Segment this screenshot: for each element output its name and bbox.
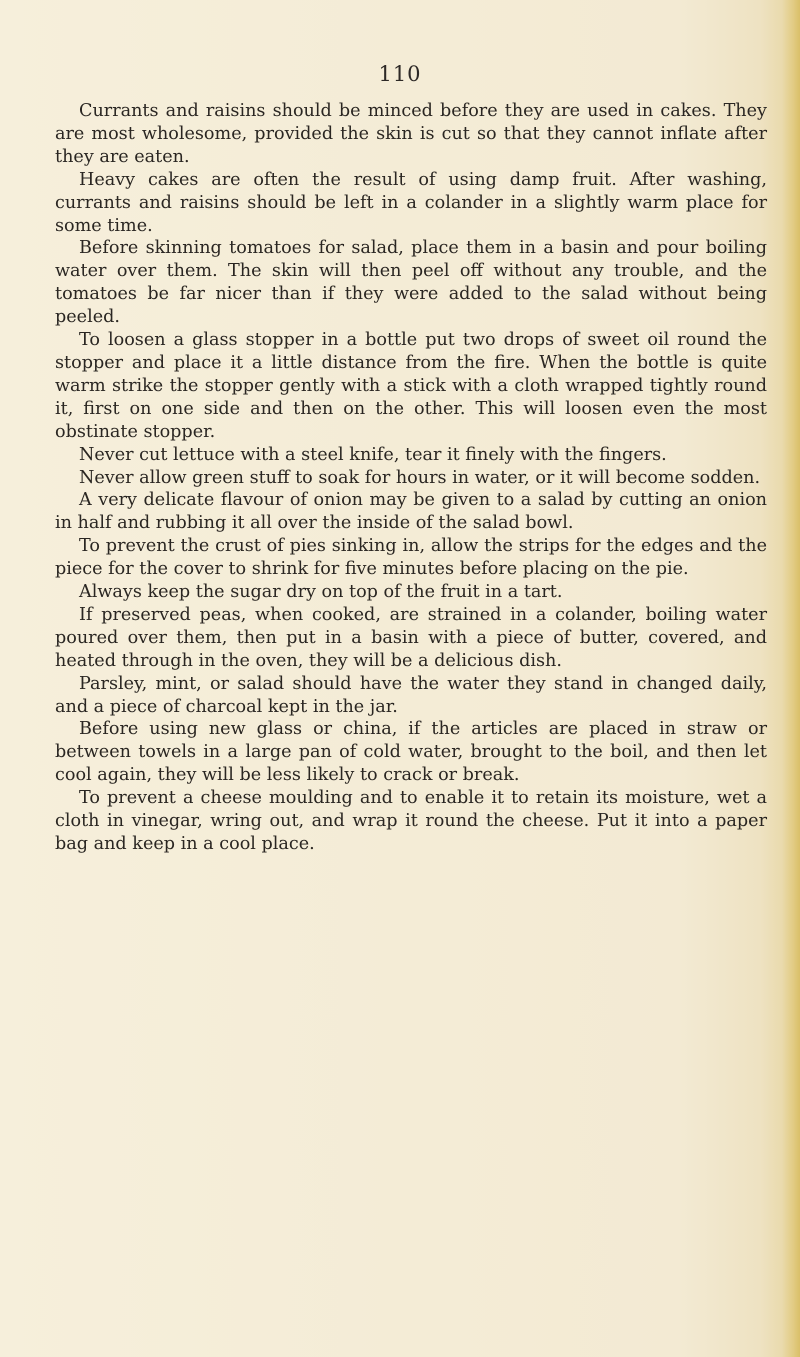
page-number: 110 — [378, 62, 422, 86]
paragraph-new-glass-china: Before using new glass or china, if the articles are placed in straw or between towels in a large pan of cold water, brought to the boil, and then let cool again, they will be less likely to crack or break. — [55, 719, 767, 786]
paragraph-currants-raisins: Currants and raisins should be minced before they are used in cakes. They are most wholesome, provided the skin is cut so that they cannot inflate after they are eaten. — [55, 101, 767, 167]
paragraph-tart-sugar: Always keep the sugar dry on top of the fruit in a tart. — [79, 582, 563, 603]
paragraph-parsley-mint: Parsley, mint, or salad should have the water they stand in changed daily, and a piece of charcoal kept in the jar. — [55, 673, 767, 717]
paragraph-pie-crust: To prevent the crust of pies sinking in, allow the strips for the edges and the piece for the cover to shrink for five minutes before placing on the pie. — [55, 536, 767, 580]
paragraph-onion-flavour: A very delicate flavour of onion may be given to a salad by cutting an onion in half and rubbing it all over the inside of the salad bowl. — [55, 490, 767, 534]
paragraph-preserved-peas: If preserved peas, when cooked, are strained in a colander, boiling water poured over them, then put in a basin with a piece of butter, covered, and heated through in the oven, they will be a delicious dish. — [55, 604, 767, 671]
page-edge-stain — [782, 0, 800, 1357]
paragraph-heavy-cakes: Heavy cakes are often the result of using damp fruit. After washing, currants and raisins should be left in a colander in a slightly warm place for some time. — [55, 169, 767, 236]
paragraph-lettuce: Never cut lettuce with a steel knife, tear it finely with the fingers. — [79, 444, 667, 465]
paragraph-green-stuff: Never allow green stuff to soak for hours in water, or it will become sodden. — [79, 467, 761, 488]
paragraph-glass-stopper: To loosen a glass stopper in a bottle put two drops of sweet oil round the stopper and place it a little distance from the fire. When the bottle is quite warm strike the stopper gently with a stick with a cloth wrapped tightly round it, first on one side and then on the other. This will loosen even the most obstinate stopper. — [55, 330, 767, 442]
paragraph-skinning-tomatoes: Before skinning tomatoes for salad, place them in a basin and pour boiling water over them. The skin will then peel off without any trouble, and the tomatoes be far nicer than if they were added to the salad without being peeled. — [55, 238, 767, 328]
paragraph-cheese-moulding: To prevent a cheese moulding and to enable it to retain its moisture, wet a cloth in vinegar, wring out, and wrap it round the cheese. Put it into a paper bag and keep in a cool place. — [55, 788, 767, 854]
page-body — [55, 100, 767, 856]
